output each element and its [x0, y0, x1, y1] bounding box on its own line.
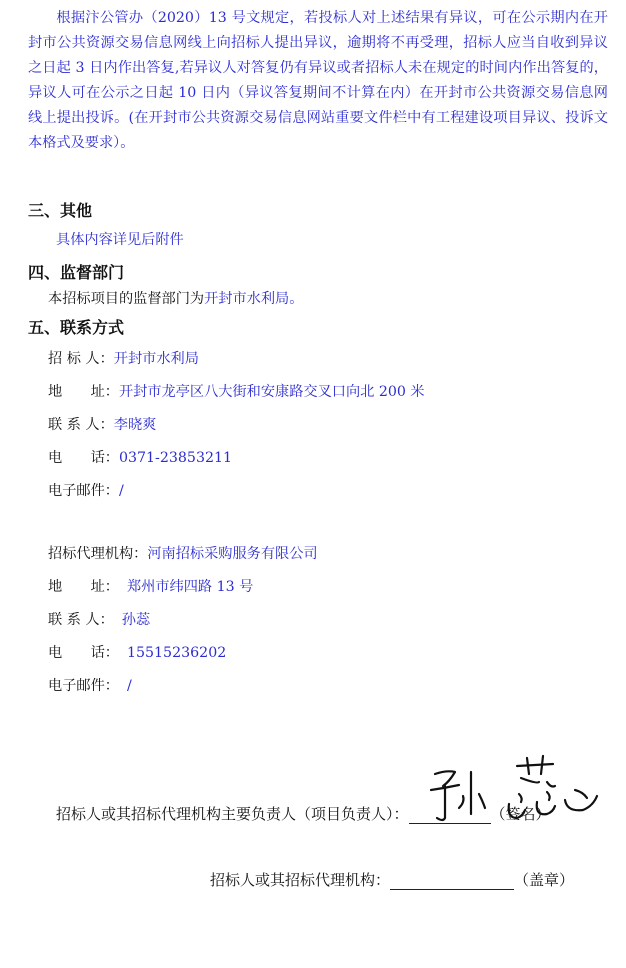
agency-phone-label: 电 话：	[48, 645, 119, 661]
tenderer-contact: 李晓爽	[113, 417, 157, 433]
agency-contact-label: 联 系 人：	[48, 612, 114, 628]
supervisor-dept: 开封市水利局。	[204, 291, 304, 307]
agency-phone: 15515236202	[126, 645, 227, 661]
org-label: 招标人或其招标代理机构：	[210, 871, 391, 889]
tenderer-phone-row	[48, 448, 232, 468]
sign-suffix: （签名）	[490, 805, 551, 823]
seal-blank	[390, 873, 514, 890]
agency-name-row	[48, 544, 318, 564]
agency-name: 河南招标采购服务有限公司	[147, 546, 318, 562]
seal-suffix: （盖章）	[514, 871, 575, 889]
agency-name-label: 招标代理机构：	[48, 546, 148, 562]
tenderer-name-label: 招 标 人：	[48, 351, 114, 367]
agency-contact-row	[48, 610, 150, 630]
tenderer-contact-row	[48, 415, 156, 435]
org-seal-row	[210, 870, 574, 890]
tenderer-address-label: 地 址：	[48, 384, 119, 400]
tenderer-name-row	[48, 349, 199, 369]
tenderer-email-row	[48, 481, 124, 501]
section-3-heading: 三、其他	[28, 201, 93, 220]
tenderer-name: 开封市水利局	[113, 351, 199, 367]
tenderer-email: /	[118, 483, 124, 499]
objection-paragraph: 根据汴公管办（2020）13 号文规定，若投标人对上述结果有异议，可在公示期内在开封市公共资源交易信息网线上向招标人提出异议，逾期将不再受理，招标人应当自收到异议之日起 3 日内作出答复,若异议人对答复仍有异议或者招标人未在规定的时间内作出答复的，异议人可在公示之日起 10 日内（异议答复期间不计算在内）在开封市公共资源交易信息网线上提出投诉。(在开封市公共资源交易信息网站重要文件栏中有工程建设项目异议、投诉文本格式及要求）。	[28, 10, 608, 151]
agency-address: 郑州市纬四路 13 号	[126, 579, 254, 595]
tenderer-address-row	[48, 382, 425, 402]
responsible-label: 招标人或其招标代理机构主要负责人（项目负责人）：	[56, 805, 409, 823]
agency-email: /	[126, 678, 132, 694]
agency-email-label: 电子邮件：	[48, 678, 119, 694]
tenderer-phone-label: 电 话：	[48, 450, 119, 466]
agency-phone-row	[48, 643, 226, 663]
agency-address-label: 地 址：	[48, 579, 119, 595]
tenderer-address: 开封市龙亭区八大街和安康路交叉口向北 200 米	[118, 384, 425, 400]
signature-blank	[409, 807, 491, 824]
section-4-content	[48, 289, 303, 309]
agency-address-row	[48, 577, 253, 597]
section-4-heading: 四、监督部门	[28, 263, 125, 282]
agency-email-row	[48, 676, 132, 696]
responsible-signature-row	[56, 804, 551, 824]
tenderer-email-label: 电子邮件：	[48, 483, 119, 499]
tenderer-phone: 0371-23853211	[118, 450, 233, 466]
supervisor-prefix: 本招标项目的监督部门为	[48, 291, 205, 307]
agency-contact: 孙蕊	[121, 612, 151, 628]
section-3-content: 具体内容详见后附件	[56, 232, 184, 248]
tenderer-contact-label: 联 系 人：	[48, 417, 114, 433]
section-5-heading: 五、联系方式	[28, 318, 125, 337]
